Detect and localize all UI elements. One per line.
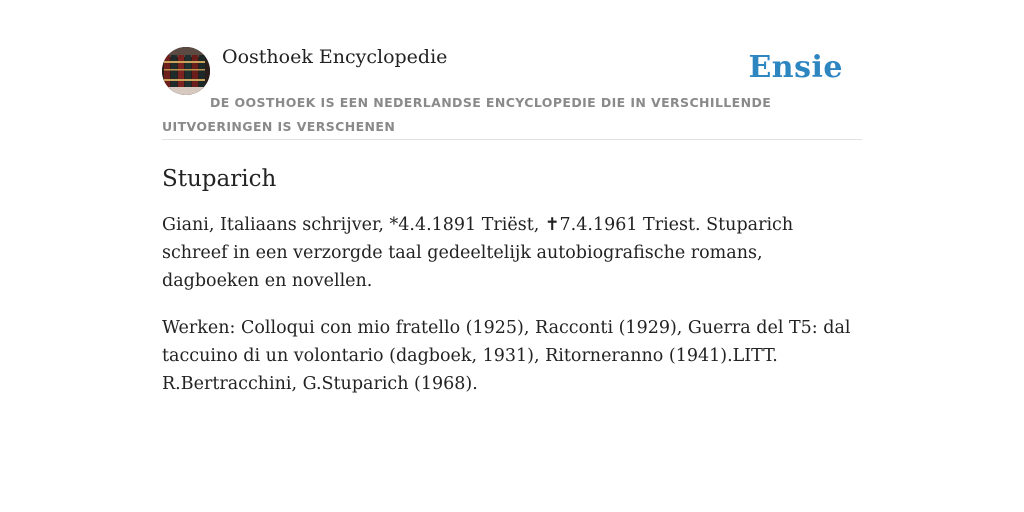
entry-title: Stuparich bbox=[162, 166, 277, 192]
brand-logo[interactable]: Ensie bbox=[748, 50, 843, 85]
encyclopedia-books-icon bbox=[162, 47, 210, 95]
header bbox=[162, 44, 862, 140]
entry-paragraph: Werken: Colloqui con mio fratello (1925), Racconti (1929), Guerra del T5: dal taccuino di un volontario (dagboek, 1931), Ritorneranno (1941).LITT. R.Bertracchini, G.Stuparich (1968). bbox=[162, 318, 851, 394]
source-avatar[interactable] bbox=[162, 47, 210, 95]
source-tagline: DE OOSTHOEK IS EEN NEDERLANDSE ENCYCLOPEDIE DIE IN VERSCHILLENDE UITVOERINGEN IS VERSCHENEN bbox=[162, 95, 772, 134]
entry-paragraph: Giani, Italiaans schrijver, *4.4.1891 Triëst, ✝7.4.1961 Triest. Stuparich schreef in een verzorgde taal gedeeltelijk autobiografische romans, dagboeken en novellen. bbox=[162, 215, 794, 291]
source-title[interactable]: Oosthoek Encyclopedie bbox=[222, 46, 448, 68]
page-container bbox=[162, 44, 862, 398]
